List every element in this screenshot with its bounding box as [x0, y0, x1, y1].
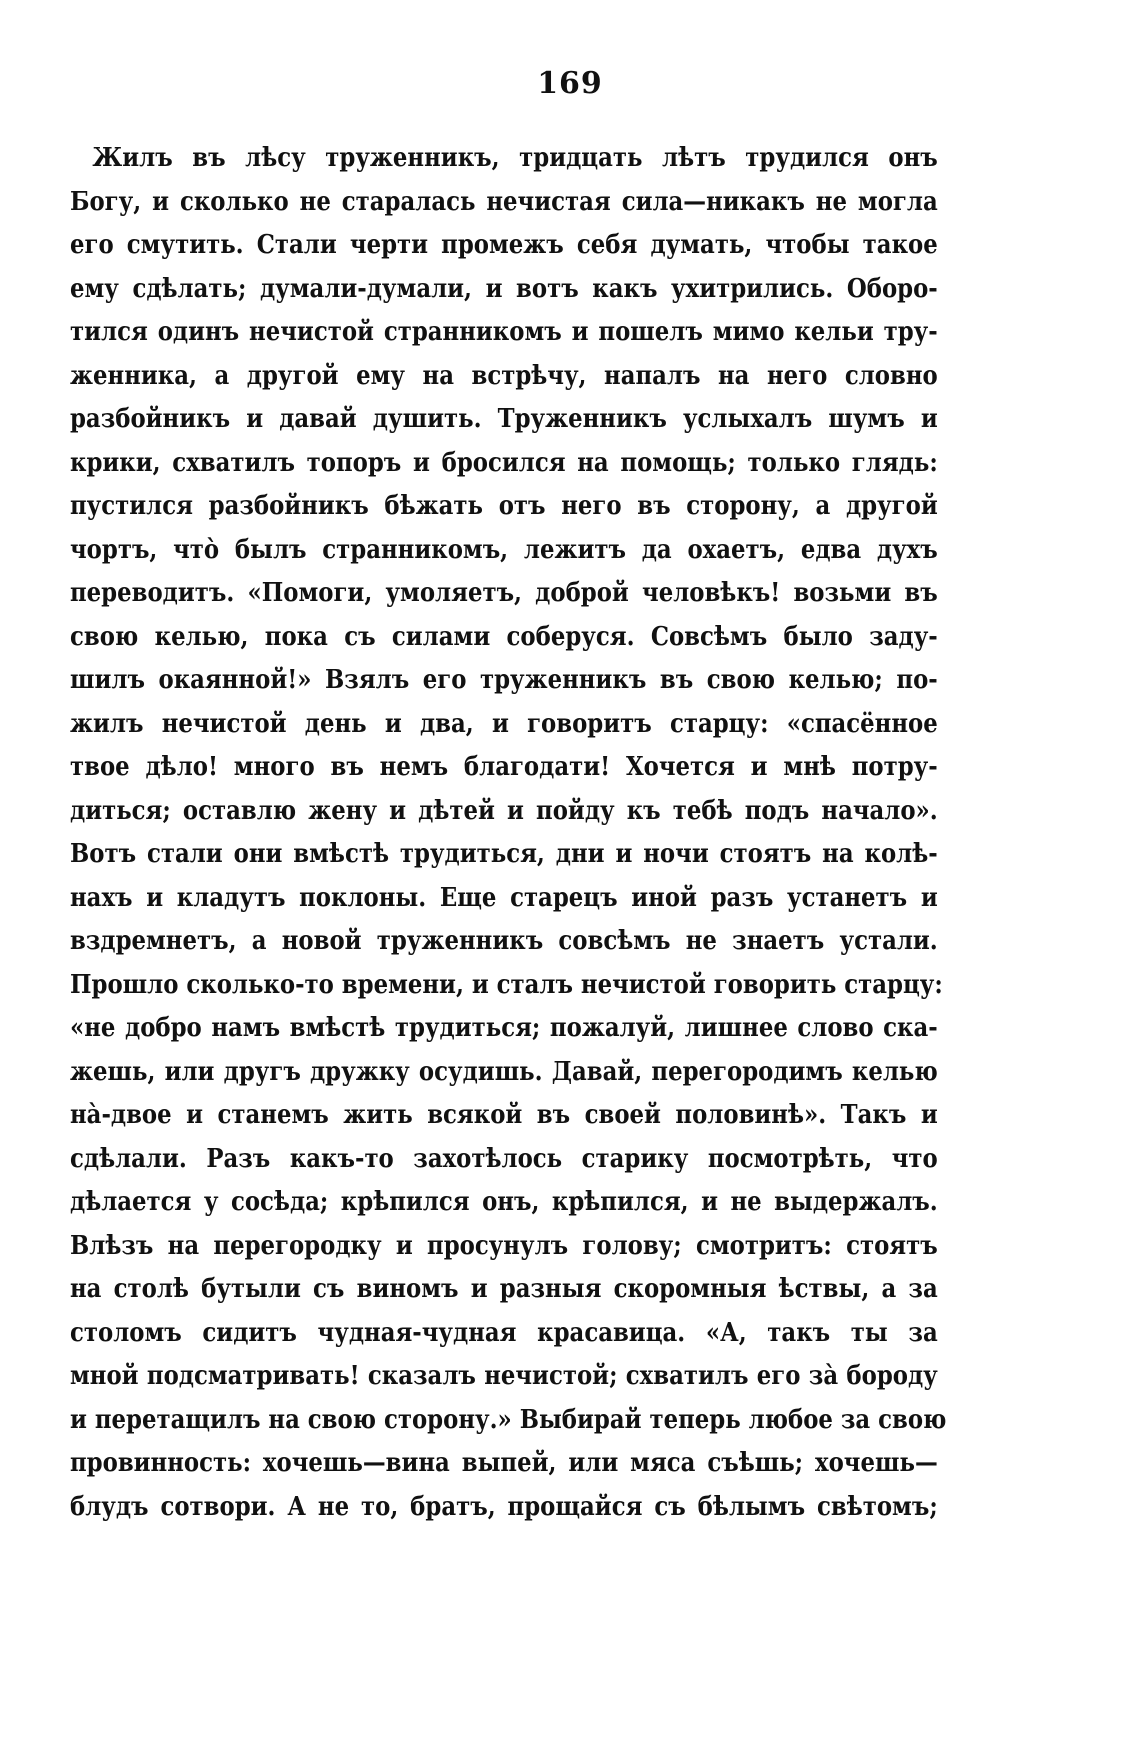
text-line: Влѣзъ на перегородку и просунулъ голову; смотритъ: стоятъ	[70, 1229, 938, 1261]
text-line: жешь, или другъ дружку осудишь. Давай, перегородимъ келью	[70, 1055, 938, 1087]
text-line: чортъ, что̀ былъ странникомъ, лежитъ да охаетъ, едва духъ	[70, 533, 938, 565]
text-line: диться; оставлю жену и дѣтей и пойду къ тебѣ подъ начало».	[70, 794, 938, 826]
text-line: крики, схватилъ топоръ и бросился на помощь; только глядь:	[70, 446, 938, 478]
text-line: твое дѣло! много въ немъ благодати! Хочется и мнѣ потру-	[70, 751, 938, 782]
body-text	[70, 136, 947, 1528]
text-line: пустился разбойникъ бѣжать отъ него въ сторону, а другой	[70, 490, 938, 521]
text-line: Вотъ стали они вмѣстѣ трудиться, дни и ночи стоятъ на колѣ-	[70, 838, 938, 869]
text-line: его смутить. Стали черти промежъ себя думать, чтобы такое	[70, 229, 938, 260]
text-line: Прошло сколько-то времени, и сталъ нечистой говорить старцу:	[70, 968, 943, 1000]
text-line: Жилъ въ лѣсу труженникъ, тридцать лѣтъ трудился онъ	[92, 142, 938, 173]
text-line: столомъ сидитъ чудная-чудная красавица. «А, такъ ты за	[70, 1316, 938, 1348]
text-line: нахъ и кладутъ поклоны. Еще старецъ иной разъ устанетъ и	[70, 881, 938, 913]
text-line: жилъ нечистой день и два, и говоритъ старцу: «спасённое	[70, 707, 938, 739]
text-line: блудъ сотвори. А не то, братъ, прощайся съ бѣлымъ свѣтомъ;	[70, 1490, 938, 1522]
text-line: «не добро намъ вмѣстѣ трудиться; пожалуй, лишнее слово ска-	[70, 1012, 938, 1043]
text-line: свою келью, пока съ силами соберуся. Совсѣмъ было заду-	[70, 620, 938, 652]
text-line: мной подсматривать! сказалъ нечистой; схватилъ его за̀ бороду	[70, 1360, 938, 1391]
page-number: 169	[537, 66, 603, 101]
text-line: ему сдѣлать; думали-думали, и вотъ какъ ухитрились. Оборо-	[70, 272, 938, 304]
text-line: разбойникъ и давай душить. Труженникъ услыхалъ шумъ и	[70, 403, 938, 434]
text-line: шилъ окаянной!» Взялъ его труженникъ въ свою келью; по-	[70, 664, 938, 695]
text-line: тился одинъ нечистой странникомъ и пошелъ мимо кельи тру-	[70, 316, 938, 347]
text-line: на столѣ бутыли съ виномъ и разныя скоромныя ѣствы, а за	[70, 1273, 938, 1304]
text-line: женника, а другой ему на встрѣчу, напалъ на него словно	[70, 359, 938, 391]
text-line: Богу, и сколько не старалась нечистая сила—никакъ не могла	[70, 185, 938, 217]
text-line: провинность: хочешь—вина выпей, или мяса съѣшь; хочешь—	[70, 1447, 938, 1478]
text-line: вздремнетъ, а новой труженникъ совсѣмъ не знаетъ устали.	[70, 925, 938, 956]
text-line: переводитъ. «Помоги, умоляетъ, доброй человѣкъ! возьми въ	[70, 577, 938, 608]
text-line: и перетащилъ на свою сторону.» Выбирай теперь любое за свою	[70, 1403, 947, 1435]
text-line: на̀-двое и станемъ жить всякой въ своей половинѣ». Такъ и	[70, 1099, 938, 1130]
text-line: сдѣлали. Разъ какъ-то захотѣлось старику посмотрѣть, что	[70, 1142, 938, 1174]
text-line: дѣлается у сосѣда; крѣпился онъ, крѣпился, и не выдержалъ.	[70, 1186, 938, 1217]
